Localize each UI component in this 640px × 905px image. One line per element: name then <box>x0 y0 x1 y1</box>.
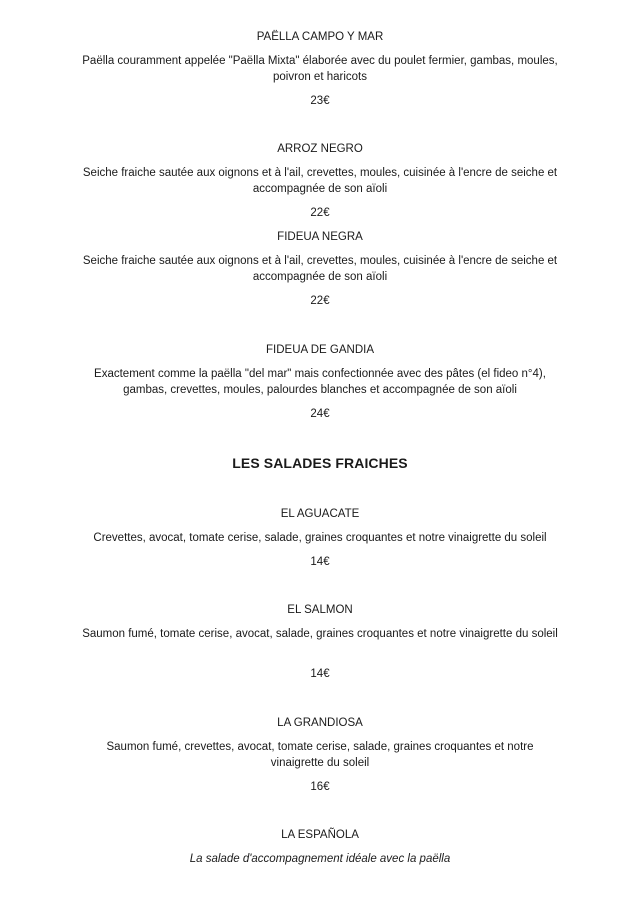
salad-price: 16€ <box>310 781 330 793</box>
dish-title: ARROZ NEGRO <box>277 143 363 155</box>
section-title: LES SALADES FRAICHES <box>232 455 408 471</box>
salad-title: EL SALMON <box>287 604 353 616</box>
dish-description: Paëlla couramment appelée "Paëlla Mixta" élaborée avec du poulet fermier, gambas, moules, poivron et haricots <box>82 55 558 83</box>
salad-description: Saumon fumé, crevettes, avocat, tomate cerise, salade, graines croquantes et notre vinaigrette du soleil <box>106 741 534 769</box>
dish-price: 22€ <box>310 207 330 219</box>
salad-title: EL AGUACATE <box>280 508 360 520</box>
dish-description: Exactement comme la paëlla "del mar" mais confectionnée avec des pâtes (el fideo n°4), gambas, crevettes, moules, palourdes blanches et accompagnée de son aïoli <box>94 368 546 396</box>
salad-description: Crevettes, avocat, tomate cerise, salade, graines croquantes et notre vinaigrette du soleil <box>93 532 547 544</box>
salad-description: Saumon fumé, tomate cerise, avocat, salade, graines croquantes et notre vinaigrette du soleil <box>82 628 558 640</box>
dish-description: Seiche fraiche sautée aux oignons et à l'ail, crevettes, moules, cuisinée à l'encre de seiche et accompagnée de son aïoli <box>82 167 558 195</box>
dish-price: 23€ <box>310 95 330 107</box>
dish-title: FIDEUA NEGRA <box>277 231 363 243</box>
salad-title: LA ESPAÑOLA <box>281 829 359 841</box>
dish-title: FIDEUA DE GANDIA <box>266 344 374 356</box>
dish-price: 22€ <box>310 295 330 307</box>
dish-description: Seiche fraiche sautée aux oignons et à l'ail, crevettes, moules, cuisinée à l'encre de seiche et accompagnée de son aïoli <box>82 255 558 283</box>
salad-description: La salade d'accompagnement idéale avec la paëlla <box>189 853 451 865</box>
dish-price: 24€ <box>310 408 330 420</box>
salad-title: LA GRANDIOSA <box>277 717 363 729</box>
salad-price: 14€ <box>310 668 330 680</box>
dish-title: PAËLLA CAMPO Y MAR <box>256 31 384 43</box>
salad-price: 14€ <box>310 556 330 568</box>
